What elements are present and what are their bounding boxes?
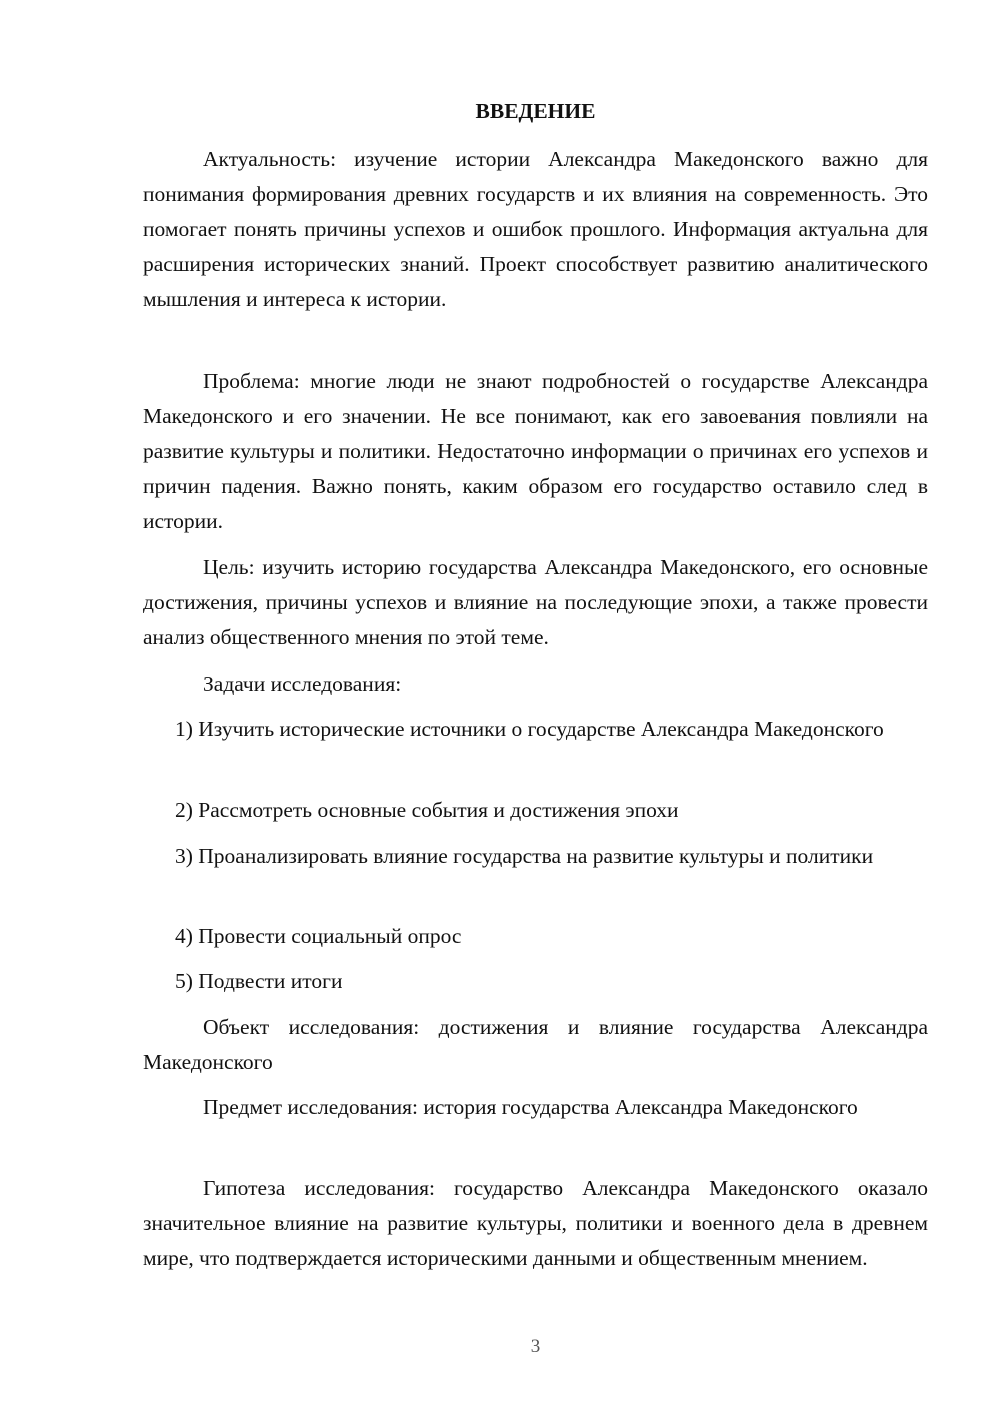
tasks-title: Задачи исследования: xyxy=(203,672,402,696)
task-item-3: 3) Проанализировать влияние государства на развитие культуры и политики xyxy=(175,844,874,868)
hypothesis-paragraph: Гипотеза исследования: государство Александра Македонского оказало значительное влияние на развитие культуры, политики и военного дела в древнем мире, что подтверждается историческими данными и общественным мнением. xyxy=(143,1176,928,1270)
page-number: 3 xyxy=(530,1336,541,1357)
page-heading: ВВЕДЕНИЕ xyxy=(475,99,596,123)
task-item-5: 5) Подвести итоги xyxy=(175,969,343,993)
problem-paragraph: Проблема: многие люди не знают подробностей о государстве Александра Македонского и его значении. Не все понимают, как его завоевания повлияли на развитие культуры и политики. Недостаточно информации о причинах его успехов и причин падения. Важно понять, каким образом его государство оставило след в истории. xyxy=(143,369,928,533)
relevance-paragraph: Актуальность: изучение истории Александра Македонского важно для понимания формирования древних государств и их влияния на современность. Это помогает понять причины успехов и ошибок прошлого. Информация актуальна для расширения исторических знаний. Проект способствует развитию аналитического мышления и интереса к истории. xyxy=(143,147,928,311)
task-item-1: 1) Изучить исторические источники о государстве Александра Македонского xyxy=(175,717,884,741)
goal-paragraph: Цель: изучить историю государства Александра Македонского, его основные достижения, причины успехов и влияние на последующие эпохи, а также провести анализ общественного мнения по этой теме. xyxy=(143,555,928,649)
object-paragraph: Объект исследования: достижения и влияние государства Александра Македонского xyxy=(143,1015,928,1074)
task-item-4: 4) Провести социальный опрос xyxy=(175,924,462,948)
task-item-2: 2) Рассмотреть основные события и достижения эпохи xyxy=(175,798,679,822)
subject-paragraph: Предмет исследования: история государства Александра Македонского xyxy=(203,1095,858,1119)
